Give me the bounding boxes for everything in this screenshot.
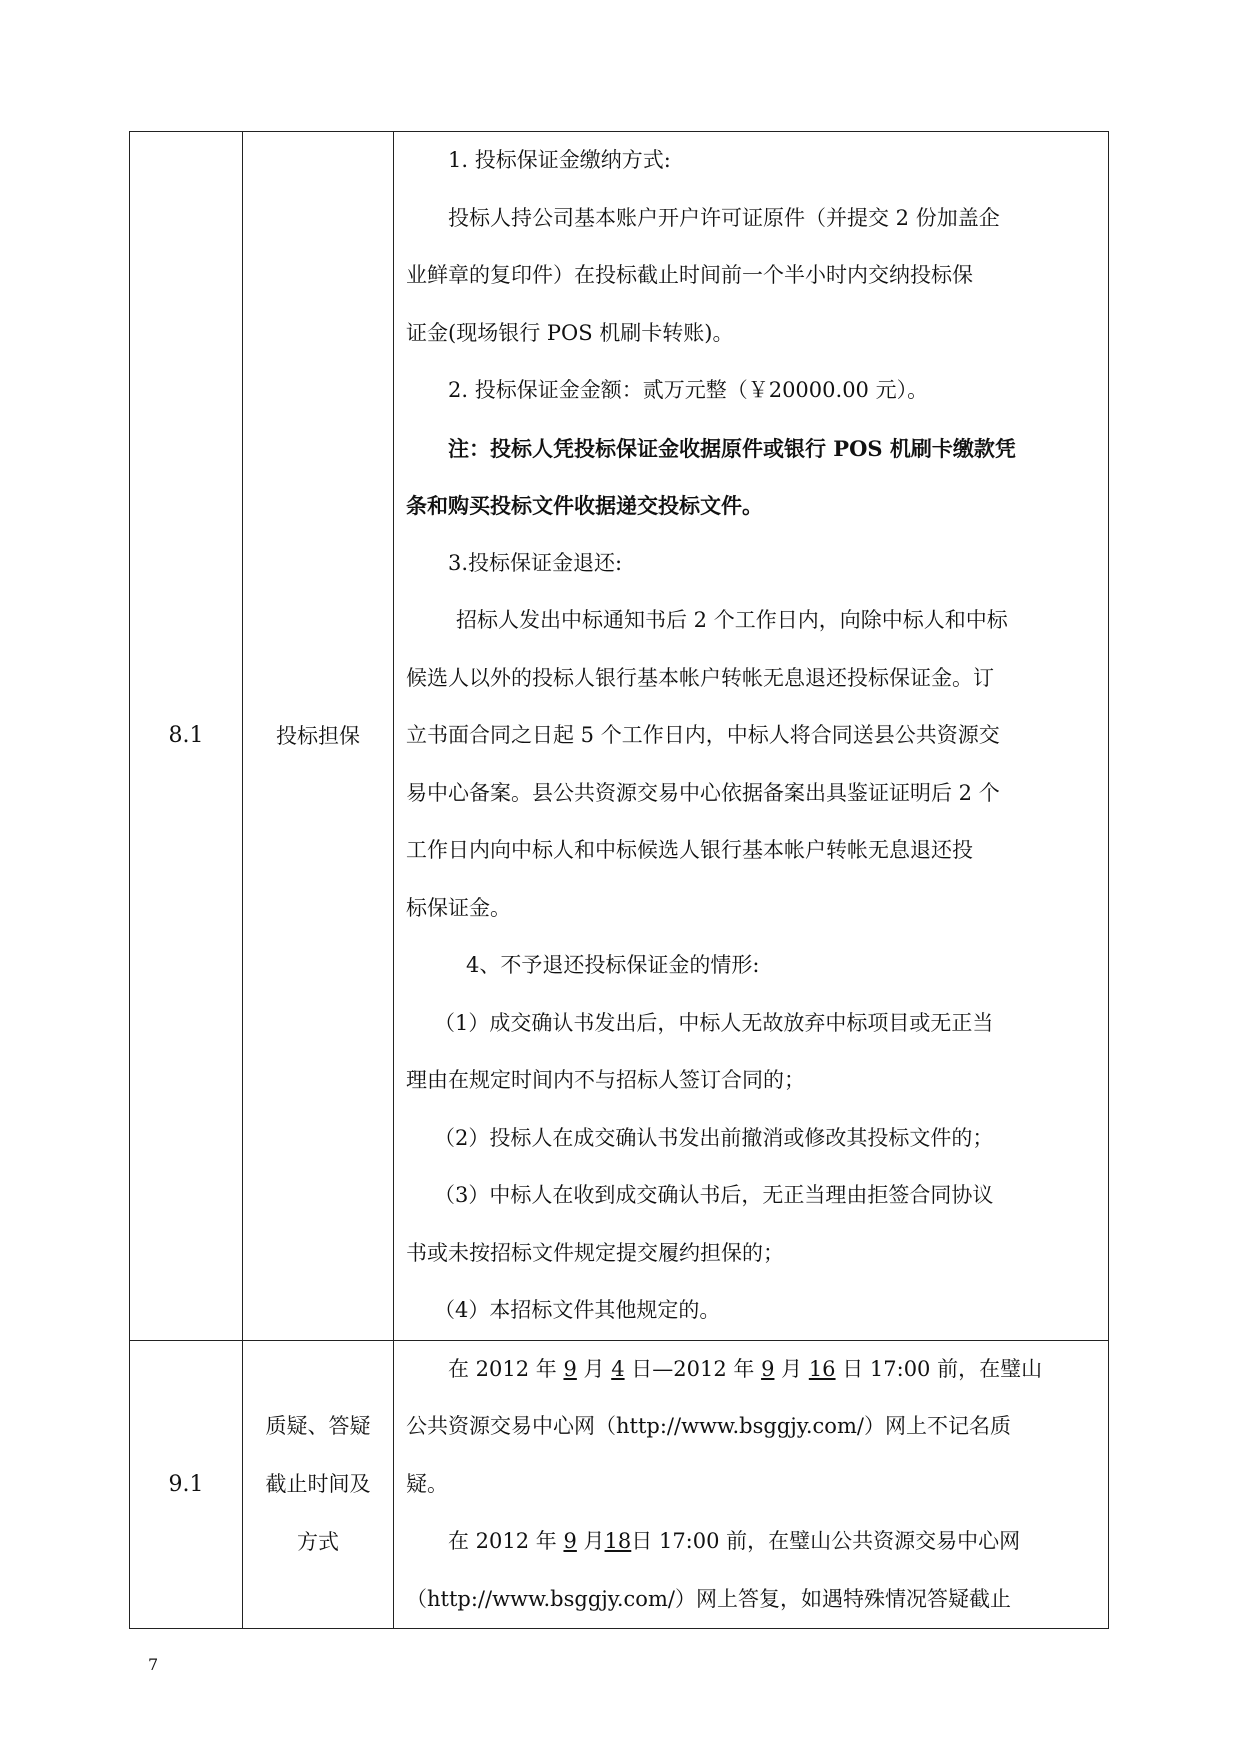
clause-description bbox=[394, 1340, 1109, 1629]
clause-item-line: 质疑、答疑 bbox=[265, 1414, 371, 1439]
desc-line bbox=[406, 1341, 1098, 1399]
clause-number: 9.1 bbox=[130, 1340, 243, 1629]
desc-line: （1）成交确认书发出后，中标人无故放弃中标项目或无正当 bbox=[434, 1010, 994, 1035]
desc-line: 候选人以外的投标人银行基本帐户转帐无息退还投标保证金。订 bbox=[406, 665, 994, 690]
month-value: 9 bbox=[761, 1356, 775, 1381]
day-value: 16 bbox=[808, 1356, 836, 1381]
clause-item bbox=[243, 1340, 394, 1629]
month-value: 9 bbox=[563, 1529, 577, 1553]
desc-line: 书或未按招标文件规定提交履约担保的； bbox=[406, 1240, 784, 1265]
desc-line: 2. 投标保证金金额：贰万元整（￥20000.00 元）。 bbox=[448, 378, 929, 402]
table-row bbox=[130, 132, 1109, 1341]
desc-line: 3.投标保证金退还: bbox=[448, 550, 623, 575]
desc-note-line: 条和购买投标文件收据递交投标文件。 bbox=[406, 493, 763, 518]
desc-line: 工作日内向中标人和中标候选人银行基本帐户转帐无息退还投 bbox=[406, 838, 973, 862]
page-number: 7 bbox=[148, 1655, 159, 1674]
text-run: 月 bbox=[774, 1356, 809, 1381]
text-run: 日 17:00 前，在璧山公共资源交易中心网 bbox=[631, 1529, 1021, 1553]
desc-line: 业鲜章的复印件）在投标截止时间前一个半小时内交纳投标保 bbox=[406, 263, 973, 287]
text-run: 月 bbox=[576, 1529, 605, 1553]
desc-note-line: 注：投标人凭投标保证金收据原件或银行 POS 机刷卡缴款凭 bbox=[448, 435, 1016, 461]
desc-line: 证金(现场银行 POS 机刷卡转账)。 bbox=[406, 320, 734, 345]
day-value: 18 bbox=[604, 1529, 632, 1553]
desc-line: 疑。 bbox=[406, 1471, 448, 1496]
bidding-info-table bbox=[129, 131, 1109, 1629]
desc-line: 易中心备案。县公共资源交易中心依据备案出具鉴证证明后 2 个 bbox=[406, 780, 1000, 805]
text-run: 月 bbox=[576, 1356, 612, 1381]
desc-line: 4、不予退还投标保证金的情形: bbox=[466, 953, 760, 977]
text-run: 在 2012 年 bbox=[448, 1529, 564, 1553]
clause-description bbox=[394, 132, 1109, 1341]
desc-line: 1. 投标保证金缴纳方式: bbox=[448, 148, 671, 172]
text-run: 在 2012 年 bbox=[448, 1356, 564, 1381]
desc-line: （4）本招标文件其他规定的。 bbox=[434, 1298, 721, 1322]
table-row bbox=[130, 1340, 1109, 1629]
clause-number: 8.1 bbox=[130, 132, 243, 1341]
clause-item: 投标担保 bbox=[243, 132, 394, 1341]
desc-line bbox=[406, 1513, 1098, 1571]
desc-line: 公共资源交易中心网（http://www.bsggjy.com/）网上不记名质 bbox=[406, 1414, 1011, 1438]
text-run: 日—2012 年 bbox=[624, 1356, 762, 1381]
desc-line: 理由在规定时间内不与招标人签订合同的； bbox=[406, 1068, 805, 1092]
desc-line: 标保证金。 bbox=[406, 895, 511, 920]
desc-line: （2）投标人在成交确认书发出前撤消或修改其投标文件的； bbox=[434, 1125, 994, 1150]
clause-item-line: 方式 bbox=[297, 1530, 339, 1555]
desc-line: 招标人发出中标通知书后 2 个工作日内，向除中标人和中标 bbox=[456, 608, 1008, 632]
clause-item-line: 截止时间及 bbox=[265, 1472, 371, 1497]
desc-line: 投标人持公司基本账户开户许可证原件（并提交 2 份加盖企 bbox=[448, 205, 1000, 230]
desc-line: （http://www.bsggjy.com/）网上答复，如遇特殊情况答疑截止 bbox=[406, 1586, 1011, 1611]
day-value: 4 bbox=[611, 1356, 625, 1381]
text-run: 日 17:00 前，在璧山 bbox=[835, 1356, 1043, 1381]
desc-line: 立书面合同之日起 5 个工作日内，中标人将合同送县公共资源交 bbox=[406, 723, 1000, 747]
month-value: 9 bbox=[563, 1356, 577, 1381]
desc-line: （3）中标人在收到成交确认书后，无正当理由拒签合同协议 bbox=[434, 1183, 994, 1207]
